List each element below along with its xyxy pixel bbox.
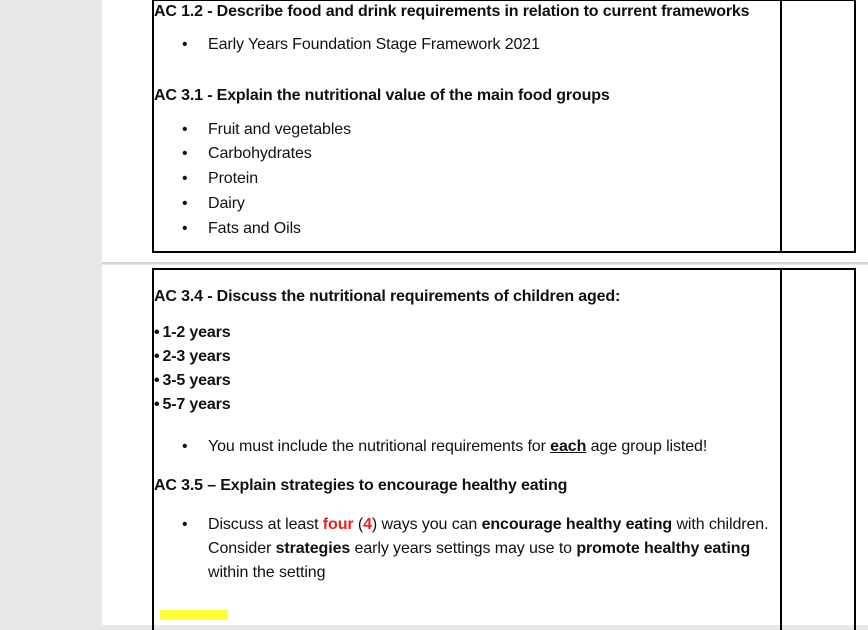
ac12-heading: AC 1.2 - Describe food and drink requirements in relation to current frameworks: [154, 3, 750, 20]
marks-cell: [781, 269, 855, 630]
document-page-2: [102, 265, 868, 625]
list-item: • Early Years Foundation Stage Framework 2021: [154, 33, 780, 57]
list-item: • 3-5 years: [154, 372, 231, 389]
note-list: [154, 435, 780, 459]
assessment-table-page-2: [152, 268, 856, 630]
page-break: [102, 262, 868, 264]
list-item: • 1-2 years: [154, 324, 231, 341]
list-item: • Fats and Oils: [154, 216, 780, 241]
ac34-heading: AC 3.4 - Discuss the nutritional requirements of children aged:: [154, 288, 621, 305]
list-item: • Discuss at least four (4) ways you can encourage healthy eating with children. Consider strategies early years settings may use to promote healthy eating within the setting: [154, 513, 780, 585]
document-page-1: [102, 0, 868, 262]
list-item: • 2-3 years: [154, 348, 231, 365]
list-item: • Protein: [154, 166, 780, 191]
list-item: • You must include the nutritional requirements for each age group listed!: [154, 435, 780, 459]
ac12-list: [154, 33, 780, 57]
ac31-heading: AC 3.1 - Explain the nutritional value of the main food groups: [154, 87, 610, 104]
criteria-cell: [153, 0, 781, 252]
criteria-cell: [153, 269, 781, 630]
list-item: • 5-7 years: [154, 396, 231, 413]
ac35-heading: AC 3.5 – Explain strategies to encourage healthy eating: [154, 477, 568, 494]
list-item: • Carbohydrates: [154, 142, 780, 166]
ac31-list: [154, 118, 780, 241]
assessment-table-page-1: [152, 0, 856, 253]
highlighted-text-fragment: [160, 610, 228, 620]
strategy-list: [154, 513, 780, 585]
marks-cell: [781, 0, 855, 252]
list-item: • Fruit and vegetables: [154, 118, 780, 142]
list-item: • Dairy: [154, 191, 780, 216]
age-group-list: [154, 321, 780, 417]
